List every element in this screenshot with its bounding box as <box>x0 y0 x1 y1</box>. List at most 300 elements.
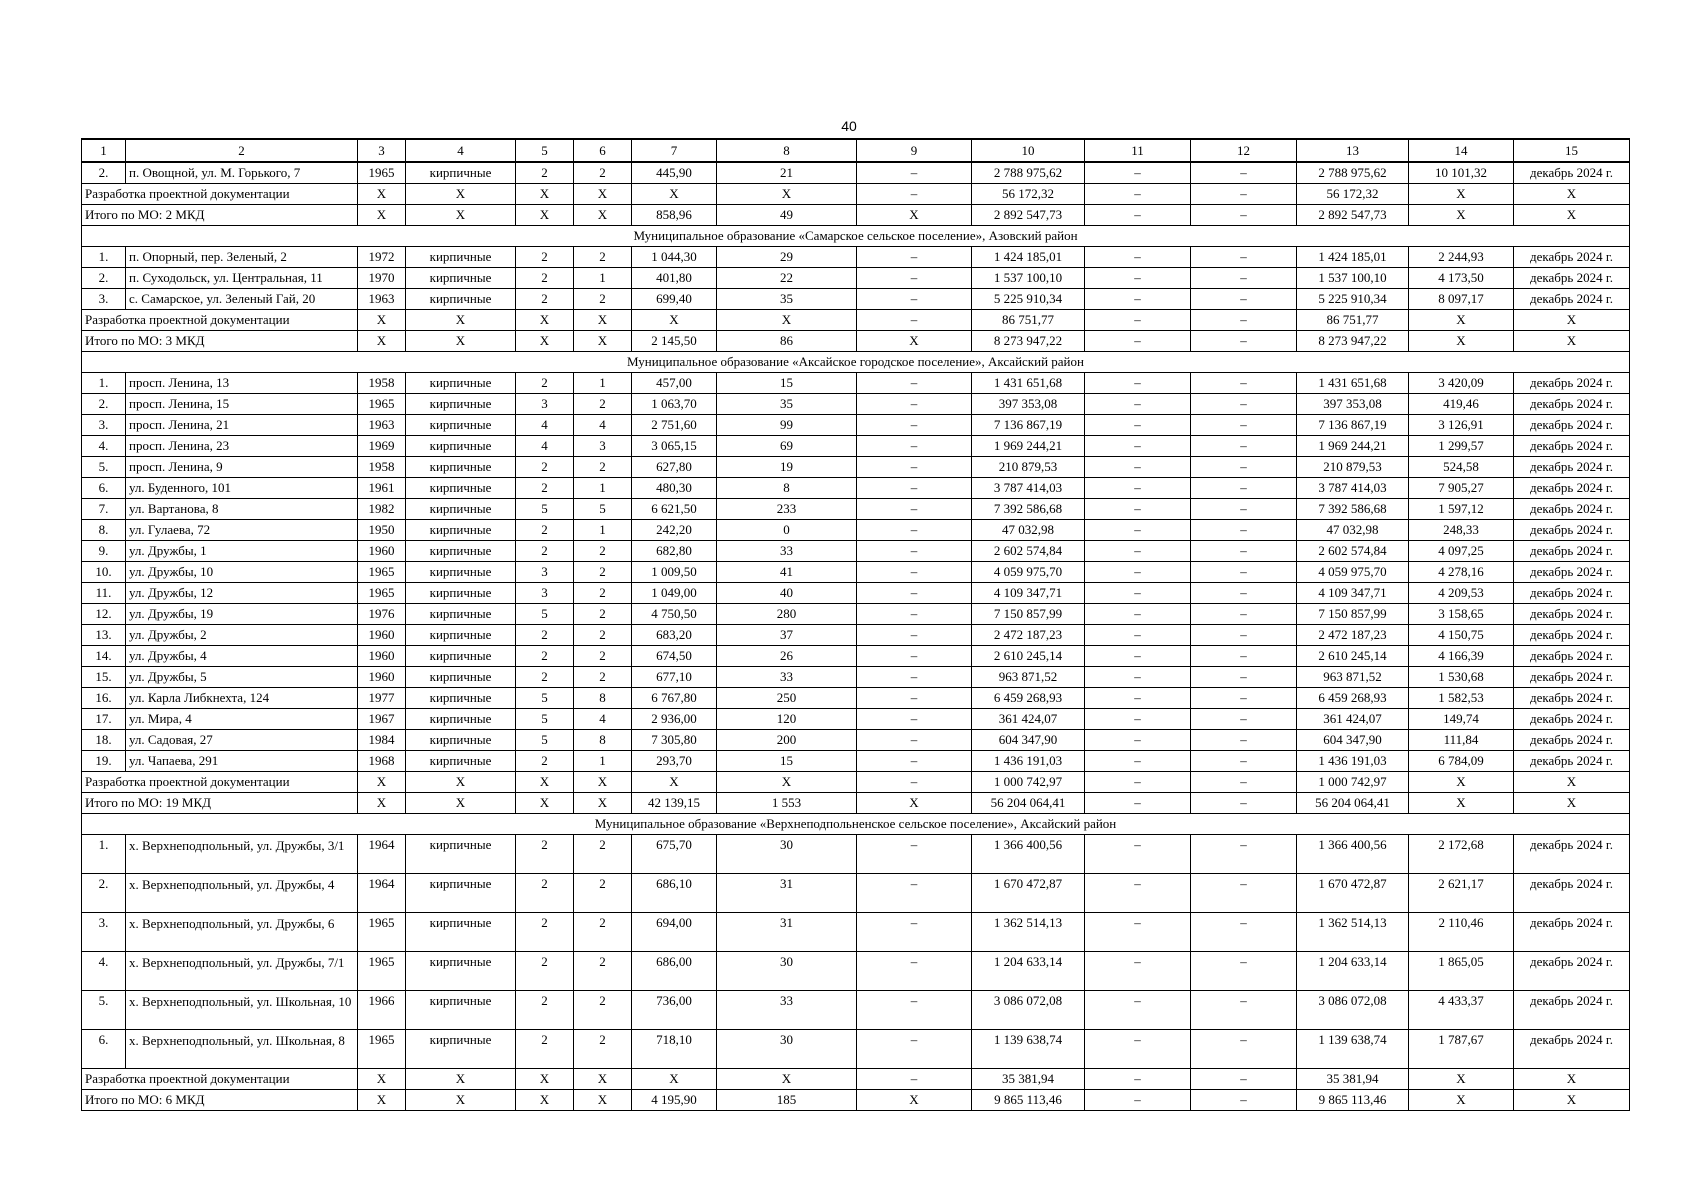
entrances-cell: 4 <box>574 709 632 730</box>
table-row <box>82 667 1630 688</box>
table-body <box>82 139 1630 1111</box>
row-number: 15. <box>82 667 126 688</box>
unit-cost-cell: 4 433,37 <box>1409 991 1514 1030</box>
residents-cell: 233 <box>717 499 857 520</box>
deadline-cell: декабрь 2024 г. <box>1514 247 1630 268</box>
total-cost-cell: 2 892 547,73 <box>1297 205 1409 226</box>
unit-cost-cell: X <box>1409 310 1514 331</box>
cost-cell: 3 086 072,08 <box>972 991 1085 1030</box>
row-number: 10. <box>82 562 126 583</box>
floors-cell: 2 <box>516 835 574 874</box>
unit-cost-cell: 4 097,25 <box>1409 541 1514 562</box>
total-cost-cell: 2 472 187,23 <box>1297 625 1409 646</box>
deadline-cell: декабрь 2024 г. <box>1514 162 1630 184</box>
wall-material-cell: кирпичные <box>406 991 516 1030</box>
column-header: 6 <box>574 139 632 162</box>
area-cell: 1 044,30 <box>632 247 717 268</box>
wall-material-cell: кирпичные <box>406 289 516 310</box>
table-row <box>82 913 1630 952</box>
col9-cell: – <box>857 952 972 991</box>
col11-cell: – <box>1085 331 1191 352</box>
address-cell: ул. Дружбы, 19 <box>126 604 358 625</box>
table-row <box>82 688 1630 709</box>
table-row <box>82 991 1630 1030</box>
year-cell: 1960 <box>358 667 406 688</box>
row-number: 2. <box>82 874 126 913</box>
col12-cell: – <box>1191 1090 1297 1111</box>
residents-cell: 30 <box>717 835 857 874</box>
unit-cost-cell: 1 530,68 <box>1409 667 1514 688</box>
col11-cell: – <box>1085 520 1191 541</box>
cost-cell: 210 879,53 <box>972 457 1085 478</box>
area-cell: 401,80 <box>632 268 717 289</box>
col9-cell: – <box>857 646 972 667</box>
residents-cell: 280 <box>717 604 857 625</box>
address-cell: ул. Дружбы, 4 <box>126 646 358 667</box>
total-cost-cell: 7 150 857,99 <box>1297 604 1409 625</box>
entrances-cell: 2 <box>574 541 632 562</box>
subtotal-row <box>82 772 1630 793</box>
section-header-row <box>82 226 1630 247</box>
entrances-cell: 2 <box>574 625 632 646</box>
total-cost-cell: 9 865 113,46 <box>1297 1090 1409 1111</box>
unit-cost-cell: 1 299,57 <box>1409 436 1514 457</box>
row-number: 17. <box>82 709 126 730</box>
floors-cell: 2 <box>516 268 574 289</box>
entrances-cell: 2 <box>574 394 632 415</box>
wall-material-cell: кирпичные <box>406 688 516 709</box>
residents-cell: 26 <box>717 646 857 667</box>
total-cost-cell: 1 000 742,97 <box>1297 772 1409 793</box>
residents-cell: 49 <box>717 205 857 226</box>
row-number: 1. <box>82 835 126 874</box>
row-number: 4. <box>82 952 126 991</box>
col9-cell: – <box>857 1069 972 1090</box>
total-cost-cell: 1 537 100,10 <box>1297 268 1409 289</box>
column-header: 12 <box>1191 139 1297 162</box>
col11-cell: – <box>1085 457 1191 478</box>
total-cost-cell: 1 362 514,13 <box>1297 913 1409 952</box>
floors-cell: 5 <box>516 688 574 709</box>
year-cell: 1960 <box>358 646 406 667</box>
residents-cell: 33 <box>717 667 857 688</box>
entrances-cell: X <box>574 793 632 814</box>
table-row <box>82 499 1630 520</box>
residents-cell: 15 <box>717 751 857 772</box>
residents-cell: 41 <box>717 562 857 583</box>
col11-cell: – <box>1085 268 1191 289</box>
floors-cell: X <box>516 793 574 814</box>
entrances-cell: 2 <box>574 952 632 991</box>
table-row <box>82 247 1630 268</box>
total-cost-cell: 361 424,07 <box>1297 709 1409 730</box>
deadline-cell: декабрь 2024 г. <box>1514 667 1630 688</box>
address-cell: с. Самарское, ул. Зеленый Гай, 20 <box>126 289 358 310</box>
address-cell: ул. Дружбы, 5 <box>126 667 358 688</box>
residents-cell: X <box>717 1069 857 1090</box>
unit-cost-cell: 4 150,75 <box>1409 625 1514 646</box>
entrances-cell: X <box>574 310 632 331</box>
table-row <box>82 415 1630 436</box>
address-cell: ул. Мира, 4 <box>126 709 358 730</box>
unit-cost-cell: 2 621,17 <box>1409 874 1514 913</box>
col9-cell: – <box>857 162 972 184</box>
column-header: 10 <box>972 139 1085 162</box>
wall-material-cell: кирпичные <box>406 268 516 289</box>
deadline-cell: декабрь 2024 г. <box>1514 562 1630 583</box>
floors-cell: 2 <box>516 625 574 646</box>
column-header: 9 <box>857 139 972 162</box>
wall-material-cell: кирпичные <box>406 604 516 625</box>
col9-cell: – <box>857 184 972 205</box>
col11-cell: – <box>1085 835 1191 874</box>
row-number: 3. <box>82 913 126 952</box>
unit-cost-cell: 419,46 <box>1409 394 1514 415</box>
floors-cell: 2 <box>516 478 574 499</box>
total-cost-cell: 47 032,98 <box>1297 520 1409 541</box>
table-row <box>82 874 1630 913</box>
floors-cell: X <box>516 1069 574 1090</box>
col12-cell: – <box>1191 1069 1297 1090</box>
residents-cell: 8 <box>717 478 857 499</box>
deadline-cell: декабрь 2024 г. <box>1514 604 1630 625</box>
entrances-cell: 5 <box>574 499 632 520</box>
cost-cell: 7 392 586,68 <box>972 499 1085 520</box>
address-cell: просп. Ленина, 21 <box>126 415 358 436</box>
area-cell: 674,50 <box>632 646 717 667</box>
residents-cell: X <box>717 772 857 793</box>
floors-cell: X <box>516 310 574 331</box>
table-row <box>82 709 1630 730</box>
year-cell: 1963 <box>358 289 406 310</box>
entrances-cell: X <box>574 772 632 793</box>
address-cell: п. Опорный, пер. Зеленый, 2 <box>126 247 358 268</box>
col12-cell: – <box>1191 499 1297 520</box>
subtotal-label: Разработка проектной документации <box>82 1069 358 1090</box>
table-row <box>82 436 1630 457</box>
col11-cell: – <box>1085 625 1191 646</box>
col11-cell: – <box>1085 162 1191 184</box>
year-cell: 1967 <box>358 709 406 730</box>
entrances-cell: 2 <box>574 835 632 874</box>
address-cell: просп. Ленина, 23 <box>126 436 358 457</box>
total-cost-cell: 7 136 867,19 <box>1297 415 1409 436</box>
wall-material-cell: кирпичные <box>406 874 516 913</box>
col12-cell: – <box>1191 751 1297 772</box>
floors-cell: 2 <box>516 373 574 394</box>
row-number: 1. <box>82 373 126 394</box>
col12-cell: – <box>1191 162 1297 184</box>
year-cell: 1965 <box>358 394 406 415</box>
area-cell: 480,30 <box>632 478 717 499</box>
col9-cell: – <box>857 667 972 688</box>
row-number: 8. <box>82 520 126 541</box>
row-number: 19. <box>82 751 126 772</box>
entrances-cell: 2 <box>574 913 632 952</box>
address-cell: х. Верхнеподпольный, ул. Школьная, 8 <box>126 1030 358 1069</box>
area-cell: 4 195,90 <box>632 1090 717 1111</box>
cost-cell: 1 436 191,03 <box>972 751 1085 772</box>
deadline-cell: декабрь 2024 г. <box>1514 268 1630 289</box>
col12-cell: – <box>1191 793 1297 814</box>
col11-cell: – <box>1085 541 1191 562</box>
cost-cell: 963 871,52 <box>972 667 1085 688</box>
floors-cell: 5 <box>516 604 574 625</box>
floors-cell: 2 <box>516 667 574 688</box>
entrances-cell: 1 <box>574 478 632 499</box>
year-cell: 1964 <box>358 874 406 913</box>
area-cell: 858,96 <box>632 205 717 226</box>
section-title: Муниципальное образование «Самарское сельское поселение», Азовский район <box>82 226 1630 247</box>
area-cell: 686,10 <box>632 874 717 913</box>
col12-cell: – <box>1191 373 1297 394</box>
unit-cost-cell: 8 097,17 <box>1409 289 1514 310</box>
table-row <box>82 751 1630 772</box>
total-cost-cell: 4 059 975,70 <box>1297 562 1409 583</box>
deadline-cell: декабрь 2024 г. <box>1514 913 1630 952</box>
table-row <box>82 457 1630 478</box>
col11-cell: – <box>1085 646 1191 667</box>
col11-cell: – <box>1085 205 1191 226</box>
section-header-row <box>82 814 1630 835</box>
floors-cell: 2 <box>516 874 574 913</box>
total-cost-cell: 1 431 651,68 <box>1297 373 1409 394</box>
wall-material-cell: кирпичные <box>406 751 516 772</box>
entrances-cell: 2 <box>574 457 632 478</box>
year-cell: 1958 <box>358 373 406 394</box>
unit-cost-cell: 4 173,50 <box>1409 268 1514 289</box>
address-cell: ул. Гулаева, 72 <box>126 520 358 541</box>
col9-cell: – <box>857 772 972 793</box>
col9-cell: – <box>857 310 972 331</box>
wall-material-cell: кирпичные <box>406 541 516 562</box>
col12-cell: – <box>1191 541 1297 562</box>
cost-cell: 56 172,32 <box>972 184 1085 205</box>
total-cost-cell: 1 436 191,03 <box>1297 751 1409 772</box>
cost-cell: 5 225 910,34 <box>972 289 1085 310</box>
unit-cost-cell: X <box>1409 184 1514 205</box>
subtotal-label: Итого по МО: 6 МКД <box>82 1090 358 1111</box>
row-number: 2. <box>82 394 126 415</box>
col9-cell: – <box>857 604 972 625</box>
residents-cell: 21 <box>717 162 857 184</box>
total-cost-cell: 35 381,94 <box>1297 1069 1409 1090</box>
col9-cell: – <box>857 1030 972 1069</box>
entrances-cell: X <box>574 1090 632 1111</box>
deadline-cell: декабрь 2024 г. <box>1514 541 1630 562</box>
unit-cost-cell: 4 166,39 <box>1409 646 1514 667</box>
col9-cell: – <box>857 247 972 268</box>
total-cost-cell: 4 109 347,71 <box>1297 583 1409 604</box>
floors-cell: 2 <box>516 913 574 952</box>
floors-cell: 2 <box>516 991 574 1030</box>
col12-cell: – <box>1191 394 1297 415</box>
area-cell: 2 751,60 <box>632 415 717 436</box>
floors-cell: X <box>516 1090 574 1111</box>
unit-cost-cell: 7 905,27 <box>1409 478 1514 499</box>
table-row <box>82 952 1630 991</box>
row-number: 9. <box>82 541 126 562</box>
year-cell: 1966 <box>358 991 406 1030</box>
residents-cell: 31 <box>717 913 857 952</box>
deadline-cell: X <box>1514 793 1630 814</box>
area-cell: 6 621,50 <box>632 499 717 520</box>
table-row <box>82 562 1630 583</box>
wall-material-cell: кирпичные <box>406 394 516 415</box>
cost-cell: 1 139 638,74 <box>972 1030 1085 1069</box>
col9-cell: – <box>857 913 972 952</box>
total-cost-cell: 1 424 185,01 <box>1297 247 1409 268</box>
year-cell: 1984 <box>358 730 406 751</box>
unit-cost-cell: X <box>1409 205 1514 226</box>
residents-cell: 15 <box>717 373 857 394</box>
table-row <box>82 373 1630 394</box>
floors-cell: 3 <box>516 394 574 415</box>
col12-cell: – <box>1191 520 1297 541</box>
col11-cell: – <box>1085 604 1191 625</box>
subtotal-label: Разработка проектной документации <box>82 772 358 793</box>
table-row <box>82 478 1630 499</box>
floors-cell: X <box>516 184 574 205</box>
row-number: 3. <box>82 289 126 310</box>
entrances-cell: 1 <box>574 268 632 289</box>
wall-material-cell: кирпичные <box>406 562 516 583</box>
col12-cell: – <box>1191 1030 1297 1069</box>
year-cell: 1965 <box>358 562 406 583</box>
residents-cell: 33 <box>717 541 857 562</box>
subtotal-row <box>82 793 1630 814</box>
wall-material-cell: кирпичные <box>406 436 516 457</box>
wall-material-cell: кирпичные <box>406 457 516 478</box>
row-number: 1. <box>82 247 126 268</box>
row-number: 3. <box>82 415 126 436</box>
cost-cell: 1 431 651,68 <box>972 373 1085 394</box>
residents-cell: 99 <box>717 415 857 436</box>
col11-cell: – <box>1085 991 1191 1030</box>
col12-cell: – <box>1191 952 1297 991</box>
deadline-cell: X <box>1514 331 1630 352</box>
floors-cell: 5 <box>516 730 574 751</box>
unit-cost-cell: X <box>1409 793 1514 814</box>
floors-cell: 2 <box>516 289 574 310</box>
cost-cell: 2 610 245,14 <box>972 646 1085 667</box>
col11-cell: – <box>1085 667 1191 688</box>
wall-material-cell: X <box>406 1069 516 1090</box>
col11-cell: – <box>1085 478 1191 499</box>
entrances-cell: 2 <box>574 604 632 625</box>
unit-cost-cell: 524,58 <box>1409 457 1514 478</box>
floors-cell: X <box>516 205 574 226</box>
table-row <box>82 835 1630 874</box>
col9-cell: – <box>857 289 972 310</box>
address-cell: ул. Дружбы, 2 <box>126 625 358 646</box>
col11-cell: – <box>1085 583 1191 604</box>
total-cost-cell: 3 787 414,03 <box>1297 478 1409 499</box>
total-cost-cell: 1 670 472,87 <box>1297 874 1409 913</box>
col9-cell: – <box>857 625 972 646</box>
wall-material-cell: X <box>406 184 516 205</box>
floors-cell: 2 <box>516 247 574 268</box>
area-cell: 2 145,50 <box>632 331 717 352</box>
residents-cell: 22 <box>717 268 857 289</box>
subtotal-label: Итого по МО: 19 МКД <box>82 793 358 814</box>
col12-cell: – <box>1191 478 1297 499</box>
address-cell: х. Верхнеподпольный, ул. Дружбы, 7/1 <box>126 952 358 991</box>
table-row <box>82 268 1630 289</box>
unit-cost-cell: 2 110,46 <box>1409 913 1514 952</box>
cost-cell: 1 537 100,10 <box>972 268 1085 289</box>
section-title: Муниципальное образование «Аксайское городское поселение», Аксайский район <box>82 352 1630 373</box>
entrances-cell: 2 <box>574 991 632 1030</box>
area-cell: 242,20 <box>632 520 717 541</box>
entrances-cell: 3 <box>574 436 632 457</box>
total-cost-cell: 604 347,90 <box>1297 730 1409 751</box>
area-cell: 694,00 <box>632 913 717 952</box>
wall-material-cell: X <box>406 310 516 331</box>
residents-cell: 31 <box>717 874 857 913</box>
wall-material-cell: кирпичные <box>406 1030 516 1069</box>
total-cost-cell: 1 969 244,21 <box>1297 436 1409 457</box>
wall-material-cell: кирпичные <box>406 835 516 874</box>
subtotal-label: Итого по МО: 3 МКД <box>82 331 358 352</box>
col11-cell: – <box>1085 913 1191 952</box>
deadline-cell: X <box>1514 1090 1630 1111</box>
unit-cost-cell: X <box>1409 772 1514 793</box>
total-cost-cell: 6 459 268,93 <box>1297 688 1409 709</box>
col9-cell: – <box>857 991 972 1030</box>
area-cell: 6 767,80 <box>632 688 717 709</box>
area-cell: 1 063,70 <box>632 394 717 415</box>
floors-cell: 4 <box>516 415 574 436</box>
address-cell: просп. Ленина, 15 <box>126 394 358 415</box>
wall-material-cell: X <box>406 772 516 793</box>
entrances-cell: 2 <box>574 874 632 913</box>
year-cell: 1950 <box>358 520 406 541</box>
floors-cell: 2 <box>516 952 574 991</box>
subtotal-label: Разработка проектной документации <box>82 310 358 331</box>
cost-cell: 2 892 547,73 <box>972 205 1085 226</box>
address-cell: х. Верхнеподпольный, ул. Дружбы, 4 <box>126 874 358 913</box>
col12-cell: – <box>1191 331 1297 352</box>
entrances-cell: 2 <box>574 289 632 310</box>
area-cell: 675,70 <box>632 835 717 874</box>
subtotal-row <box>82 1069 1630 1090</box>
total-cost-cell: 397 353,08 <box>1297 394 1409 415</box>
wall-material-cell: X <box>406 1090 516 1111</box>
col12-cell: – <box>1191 772 1297 793</box>
entrances-cell: 4 <box>574 415 632 436</box>
address-cell: ул. Карла Либкнехта, 124 <box>126 688 358 709</box>
area-cell: X <box>632 772 717 793</box>
col11-cell: – <box>1085 709 1191 730</box>
col9-cell: – <box>857 583 972 604</box>
column-header: 14 <box>1409 139 1514 162</box>
col11-cell: – <box>1085 1069 1191 1090</box>
col11-cell: – <box>1085 730 1191 751</box>
wall-material-cell: кирпичные <box>406 667 516 688</box>
area-cell: X <box>632 1069 717 1090</box>
table-row <box>82 520 1630 541</box>
address-cell: ул. Дружбы, 1 <box>126 541 358 562</box>
floors-cell: 2 <box>516 520 574 541</box>
floors-cell: X <box>516 772 574 793</box>
col11-cell: – <box>1085 184 1191 205</box>
repair-register-table <box>81 138 1630 1111</box>
col11-cell: – <box>1085 436 1191 457</box>
col11-cell: – <box>1085 772 1191 793</box>
unit-cost-cell: X <box>1409 331 1514 352</box>
col12-cell: – <box>1191 625 1297 646</box>
